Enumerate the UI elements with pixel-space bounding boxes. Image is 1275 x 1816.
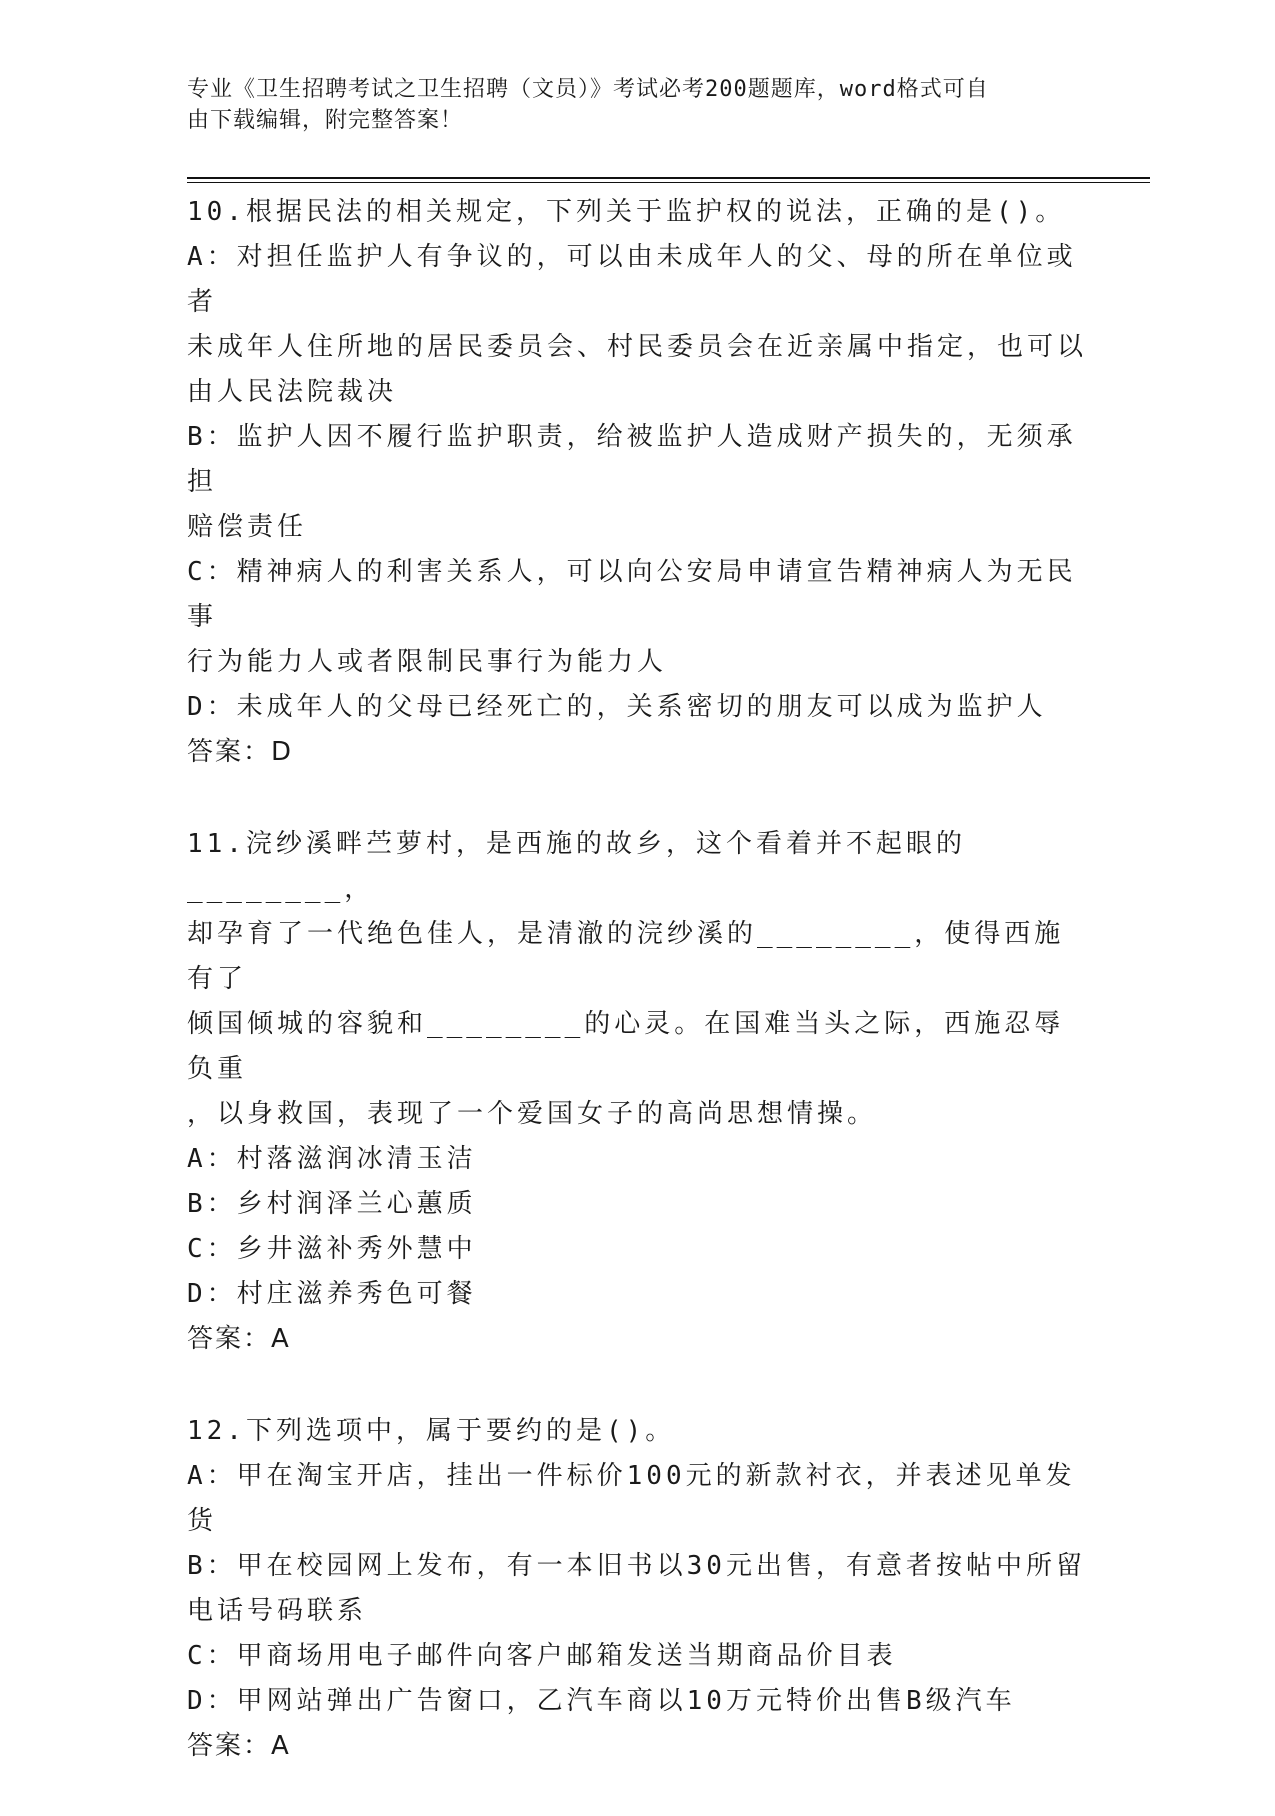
header-divider-thick xyxy=(187,177,1150,179)
option-text: 电话号码联系 xyxy=(187,1596,368,1626)
option-d xyxy=(187,685,1087,730)
question-list xyxy=(187,190,1087,1816)
question-stem: 12.下列选项中，属于要约的是()。 xyxy=(187,1416,676,1446)
option-text: D：未成年人的父母已经死亡的，关系密切的朋友可以成为监护人 xyxy=(187,692,1047,722)
option-text: B：甲在校园网上发布，有一本旧书以30元出售，有意者按帖中所留 xyxy=(187,1551,1086,1581)
header-line-2: 由下载编辑，附完整答案！ xyxy=(187,108,464,133)
question-12 xyxy=(187,1409,1087,1769)
option-b xyxy=(187,1544,1087,1634)
document-header xyxy=(187,74,1067,136)
option-a xyxy=(187,1137,1087,1182)
option-text: C：乡井滋补秀外慧中 xyxy=(187,1234,477,1264)
option-text: A：甲在淘宝开店，挂出一件标价100元的新款衬衣，并表述见单发货 xyxy=(187,1461,1076,1536)
answer-label: 答案：A xyxy=(187,1324,291,1354)
option-text: D：村庄滋养秀色可餐 xyxy=(187,1279,477,1309)
question-stem: 倾国倾城的容貌和________的心灵。在国难当头之际，西施忍辱负重 xyxy=(187,1009,1065,1084)
option-c xyxy=(187,1227,1087,1272)
question-stem: ，以身救国，表现了一个爱国女子的高尚思想情操。 xyxy=(187,1099,878,1129)
header-divider-thin xyxy=(187,182,1150,183)
option-text: B：乡村润泽兰心蕙质 xyxy=(187,1189,477,1219)
option-b xyxy=(187,1182,1087,1227)
question-11 xyxy=(187,822,1087,1362)
option-d xyxy=(187,1272,1087,1317)
question-stem: 却孕育了一代绝色佳人，是清澈的浣纱溪的________，使得西施有了 xyxy=(187,919,1065,994)
option-a xyxy=(187,235,1087,415)
option-d xyxy=(187,1679,1087,1724)
option-text: C：精神病人的利害关系人，可以向公安局申请宣告精神病人为无民事 xyxy=(187,557,1077,632)
option-c xyxy=(187,550,1087,685)
option-text: 行为能力人或者限制民事行为能力人 xyxy=(187,647,668,677)
option-text: A：对担任监护人有争议的，可以由未成年人的父、母的所在单位或者 xyxy=(187,242,1077,317)
option-text: A：村落滋润冰清玉洁 xyxy=(187,1144,477,1174)
option-b xyxy=(187,415,1087,550)
question-stem: 10.根据民法的相关规定，下列关于监护权的说法，正确的是()。 xyxy=(187,197,1066,227)
option-c xyxy=(187,1634,1087,1679)
answer-label: 答案：D xyxy=(187,737,294,767)
option-text: 未成年人住所地的居民委员会、村民委员会在近亲属中指定，也可以 xyxy=(187,332,1088,362)
option-text: 由人民法院裁决 xyxy=(187,377,398,407)
question-stem: 11.浣纱溪畔苎萝村，是西施的故乡，这个看着并不起眼的________， xyxy=(187,829,966,904)
option-text: D：甲网站弹出广告窗口，乙汽车商以10万元特价出售B级汽车 xyxy=(187,1686,1016,1716)
option-text: C：甲商场用电子邮件向客户邮箱发送当期商品价目表 xyxy=(187,1641,897,1671)
question-10 xyxy=(187,190,1087,775)
option-text: 赔偿责任 xyxy=(187,512,308,542)
answer-label: 答案：A xyxy=(187,1731,291,1761)
option-a xyxy=(187,1454,1087,1544)
header-line-1: 专业《卫生招聘考试之卫生招聘（文员）》考试必考200题题库，word格式可自 xyxy=(187,77,989,102)
option-text: B：监护人因不履行监护职责，给被监护人造成财产损失的，无须承担 xyxy=(187,422,1077,497)
